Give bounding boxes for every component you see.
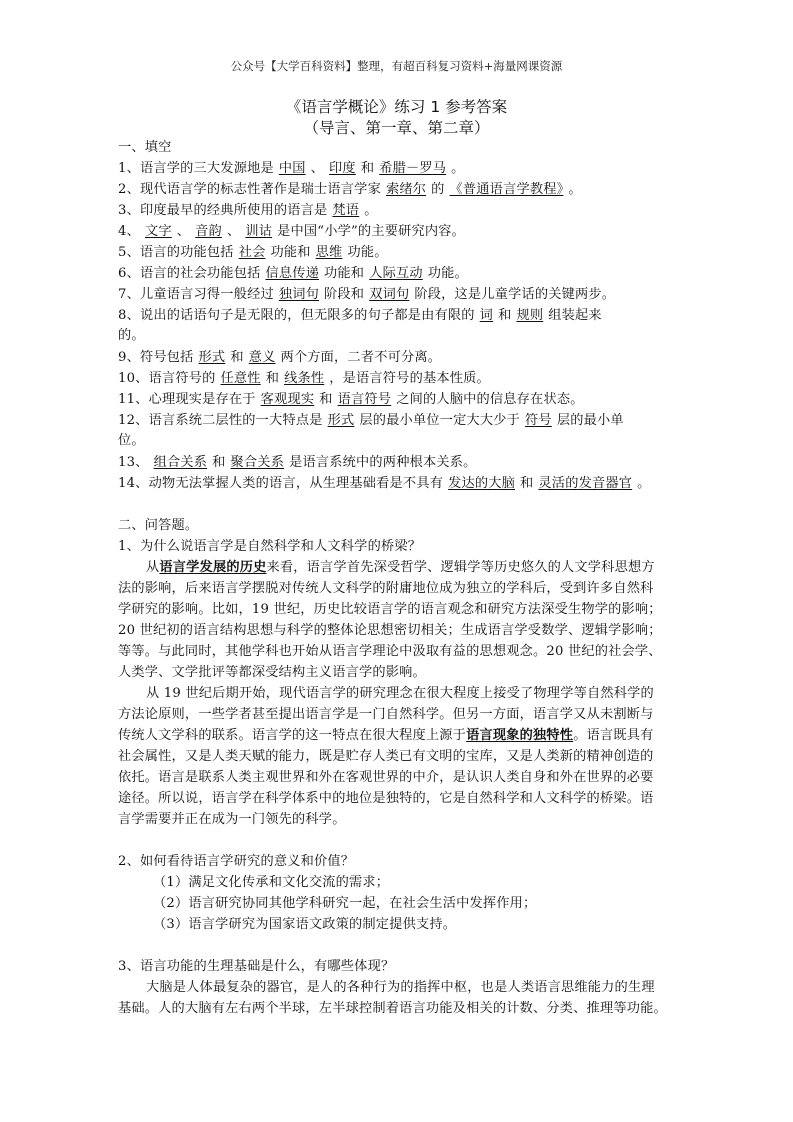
emphasis-text: 语言现象的独特性: [466, 728, 574, 743]
question-1: 1、语言学的三大发源地是 中国 、 印度 和 希腊－罗马 。: [118, 161, 465, 176]
qa1-paragraph-line: 从语言学发展的历史来看，语言学首先深受哲学、逻辑学等历史悠久的人文学科思想方: [146, 560, 655, 575]
question-14: 14、动物无法掌握人类的语言，从生理基础看是不具有 发达的大脑 和 灵活的发音器官 。: [118, 476, 651, 491]
answer-blank: 规则: [516, 308, 544, 323]
emphasis-text: 语言学发展的历史: [159, 560, 267, 575]
qa1-paragraph-line: 法的影响，后来语言学摆脱对传统人文科学的附庸地位成为独立的学科后，受到许多自然科: [118, 581, 654, 596]
answer-blank: 希腊－罗马: [379, 161, 447, 176]
qa3-paragraph-line: 基础。人的大脑有左右两个半球，左半球控制着语言功能及相关的计数、分类、推理等功能。: [118, 1001, 667, 1016]
question-7: 7、儿童语言习得一般经过 独词句 阶段和 双词句 阶段，这是儿童学话的关键两步。: [118, 287, 616, 302]
question-9: 9、符号包括 形式 和 意义 两个方面，二者不可分离。: [118, 350, 442, 365]
section-heading-questions: 二、问答题。: [118, 518, 199, 533]
question-6: 6、语言的社会功能包括 信息传递 功能和 人际互动 功能。: [118, 266, 468, 281]
qa1-paragraph-line: 传统人文学科的联系。语言学的这一特点在很大程度上源于语言现象的独特性。语言既具有: [118, 728, 654, 743]
answer-blank: 印度: [329, 161, 356, 176]
qa2-list-item: （3）语言学研究为国家语文政策的制定提供支持。: [153, 917, 457, 932]
answer-blank: 词: [479, 308, 494, 323]
answer-blank: 信息传递: [265, 266, 320, 281]
qa3-paragraph-line: 大脑是人体最复杂的器官，是人的各种行为的指挥中枢，也是人类语言思维能力的生理: [146, 980, 655, 995]
question-12: 12、语言系统二层性的一大特点是 形式 层的最小单位一定大大少于 符号 层的最小单: [118, 413, 624, 428]
question-2: 2、现代语言学的标志性著作是瑞士语言学家 索绪尔 的 《普通语言学教程》 。: [118, 182, 582, 197]
answer-blank: 《普通语言学教程》: [449, 182, 564, 197]
qa1-paragraph-line: 方法论原则，一些学者甚至提出语言学是一门自然科学。但另一方面，语言学又从未割断与: [118, 707, 654, 722]
qa1-paragraph-line: 依托。语言是联系人类主观世界和外在客观世界的中介，是认识人类自身和外在世界的必要: [118, 770, 654, 785]
qa2-list-item: （2）语言研究协同其他学科研究一起，在社会生活中发挥作用；: [153, 896, 537, 911]
answer-blank: 语言符号: [337, 392, 392, 407]
answer-blank: 聚合关系: [230, 455, 285, 470]
answer-blank: 形式: [198, 350, 226, 365]
answer-blank: 梵语: [332, 203, 360, 218]
question-4: 4、 文字 、 音韵 、 训诂 是中国“小学”的主要研究内容。: [118, 224, 466, 239]
answer-blank: 双词句: [369, 287, 410, 302]
answer-blank: 社会: [238, 245, 266, 260]
question-8: 8、说出的话语句子是无限的，但无限多的句子都是由有限的 词 和 规则 组装起来: [118, 308, 602, 323]
answer-blank: 中国: [278, 161, 306, 176]
qa1-question: 1、为什么说语言学是自然科学和人文科学的桥梁？: [118, 539, 422, 554]
answer-blank: 训诂: [245, 224, 273, 239]
answer-blank: 发达的大脑: [448, 476, 516, 491]
qa1-paragraph-line: 等等。与此同时，其他学科也开始从语言学理论中汲取有益的思想观念。20 世纪的社会学、: [118, 644, 662, 659]
qa2-question: 2、如何看待语言学研究的意义和价值？: [118, 854, 355, 869]
qa1-paragraph-line: 20 世纪初的语言结构思想与科学的整体论思想密切相关；生成语言学受数学、逻辑学影响；: [118, 623, 662, 638]
answer-blank: 人际互动: [369, 266, 423, 281]
qa1-paragraph-line: 言学需要并正在成为一门领先的科学。: [118, 812, 346, 827]
question-3: 3、印度最早的经典所使用的语言是 梵语 。: [118, 203, 378, 218]
page-header: 公众号【大学百科资料】整理，有超百科复习资料+海量网课资源: [230, 59, 563, 73]
answer-blank: 任意性: [220, 371, 261, 386]
answer-blank: 符号: [525, 413, 552, 428]
question-8-continued: 的。: [118, 328, 145, 343]
qa1-paragraph-line: 社会属性，又是人类天赋的能力，既是贮存人类已有文明的宝库，又是人类新的精神创造的: [118, 749, 654, 764]
document-title: 《语言学概论》练习 1 参考答案: [285, 98, 508, 116]
document-subtitle: （导言、第一章、第二章）: [303, 119, 490, 137]
answer-blank: 音韵: [195, 224, 222, 239]
answer-blank: 客观现实: [260, 392, 315, 407]
answer-blank: 形式: [327, 413, 355, 428]
answer-blank: 思维: [315, 245, 343, 260]
question-12-continued: 位。: [118, 433, 145, 448]
qa1-paragraph-line: 途径。所以说，语言学在科学体系中的地位是独特的，它是自然科学和人文科学的桥梁。语: [118, 791, 654, 806]
answer-blank: 组合关系: [153, 455, 208, 470]
question-11: 11、心理现实是存在于 客观现实 和 语言符号 之间的人脑中的信息存在状态。: [118, 392, 584, 407]
answer-blank: 独词句: [278, 287, 320, 302]
qa2-list-item: （1）满足文化传承和文化交流的需求；: [153, 875, 390, 890]
qa1-paragraph-line: 人类学、文学批评等都深受结构主义语言学的影响。: [118, 665, 426, 680]
answer-blank: 线条性: [284, 371, 325, 386]
qa3-question: 3、语言功能的生理基础是什么，有哪些体现？: [118, 959, 395, 974]
answer-blank: 灵活的发音器官: [538, 476, 633, 491]
qa1-paragraph-line: 学研究的影响。比如，19 世纪，历史比较语言学的语言观念和研究方法深受生物学的影响；: [118, 602, 662, 617]
answer-blank: 索绪尔: [385, 182, 427, 197]
qa1-paragraph-line: 从 19 世纪后期开始，现代语言学的研究理念在很大程度上接受了物理学等自然科学的: [146, 686, 654, 701]
question-13: 13、 组合关系 和 聚合关系 是语言系统中的两种根本关系。: [118, 455, 477, 470]
section-heading-fill-in: 一、填空: [118, 140, 172, 155]
question-10: 10、语言符号的 任意性 和 线条性 ，是语言符号的基本性质。: [118, 371, 490, 386]
answer-blank: 文字: [144, 224, 172, 239]
answer-blank: 意义: [248, 350, 276, 365]
question-5: 5、语言的功能包括 社会 功能和 思维 功能。: [118, 245, 388, 260]
